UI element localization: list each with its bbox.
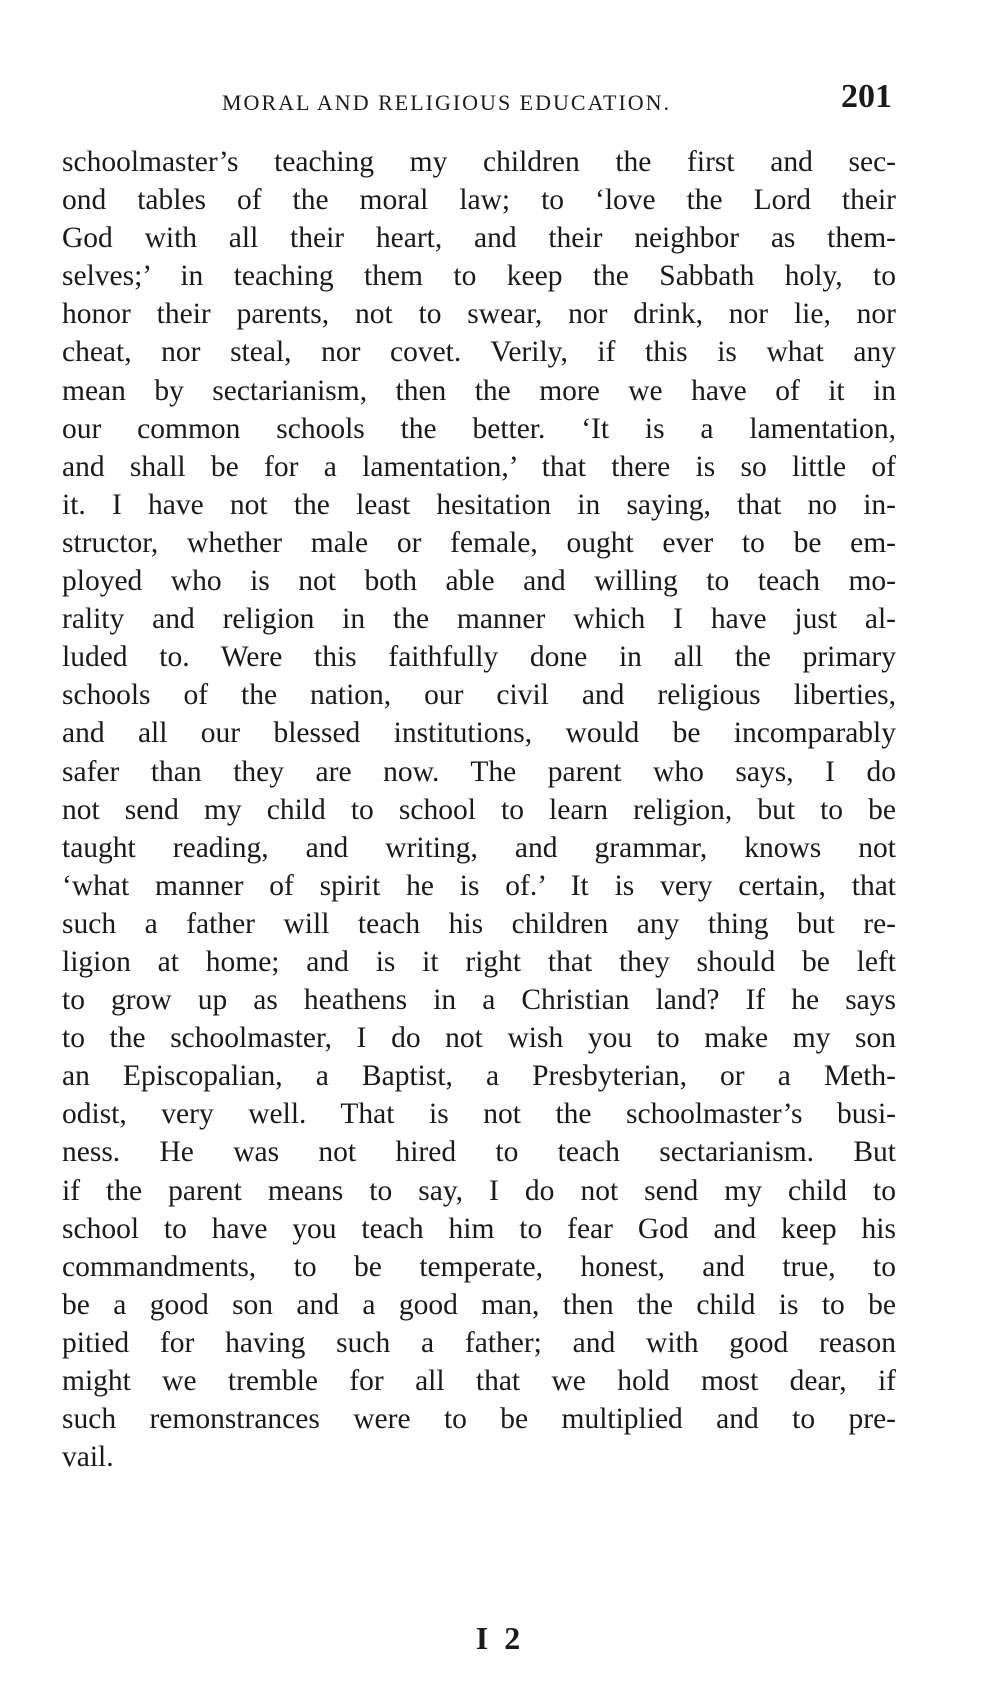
text-line: if the parent means to say, I do not send my child to [62, 1174, 896, 1207]
text-line: ligion at home; and is it right that they should be left [62, 945, 896, 978]
text-line: ployed who is not both able and willing to teach mo- [62, 565, 896, 598]
text-line: not send my child to school to learn religion, but to be [62, 793, 896, 826]
text-line: such remonstrances were to be multiplied and to pre- [62, 1403, 896, 1436]
text-line: God with all their heart, and their neighbor as them- [62, 222, 896, 255]
text-line: rality and religion in the manner which I have just al- [62, 603, 896, 636]
text-line: our common schools the better. ‘It is a lamentation, [62, 412, 896, 445]
text-line: might we tremble for all that we hold most dear, if [62, 1365, 896, 1397]
text-line: ond tables of the moral law; to ‘love the Lord their [62, 184, 896, 217]
text-line: taught reading, and writing, and grammar, knows not [62, 831, 896, 864]
body-text [62, 143, 896, 1476]
text-line: school to have you teach him to fear God and keep his [62, 1212, 896, 1245]
text-line: selves;’ in teaching them to keep the Sabbath holy, to [62, 260, 896, 293]
text-line: schoolmaster’s teaching my children the first and sec- [62, 146, 896, 178]
text-line: safer than they are now. The parent who says, I do [62, 755, 896, 788]
text-line: ness. He was not hired to teach sectarianism. But [62, 1136, 896, 1169]
text-line: cheat, nor steal, nor covet. Verily, if this is what any [62, 336, 896, 369]
running-title: MORAL AND RELIGIOUS EDUCATION. [222, 90, 672, 115]
text-line: ‘what manner of spirit he is of.’ It is very certain, that [62, 869, 896, 902]
text-line: vail. [62, 1441, 114, 1474]
text-line: luded to. Were this faithfully done in all the primary [62, 641, 896, 674]
text-line: to the schoolmaster, I do not wish you to make my son [62, 1022, 896, 1055]
page-header [62, 78, 892, 128]
text-line: be a good son and a good man, then the child is to be [62, 1288, 896, 1321]
text-line: commandments, to be temperate, honest, and true, to [62, 1250, 896, 1283]
text-line: such a father will teach his children any thing but re- [62, 907, 896, 940]
page-number: 201 [841, 78, 892, 115]
text-line: it. I have not the least hesitation in saying, that no in- [62, 488, 896, 521]
text-line: honor their parents, not to swear, nor drink, nor lie, nor [62, 298, 896, 331]
text-line: schools of the nation, our civil and religious liberties, [62, 679, 896, 712]
text-line: mean by sectarianism, then the more we have of it in [62, 374, 896, 407]
text-line: odist, very well. That is not the schoolmaster’s busi- [62, 1098, 896, 1131]
text-line: and shall be for a lamentation,’ that there is so little of [62, 450, 896, 483]
text-line: structor, whether male or female, ought ever to be em- [62, 526, 896, 559]
text-line: an Episcopalian, a Baptist, a Presbyterian, or a Meth- [62, 1060, 896, 1093]
signature-mark: I 2 [475, 1620, 525, 1656]
text-line: pitied for having such a father; and with good reason [62, 1326, 896, 1359]
text-line: and all our blessed institutions, would be incomparably [62, 717, 896, 750]
text-line: to grow up as heathens in a Christian land? If he says [62, 984, 896, 1017]
